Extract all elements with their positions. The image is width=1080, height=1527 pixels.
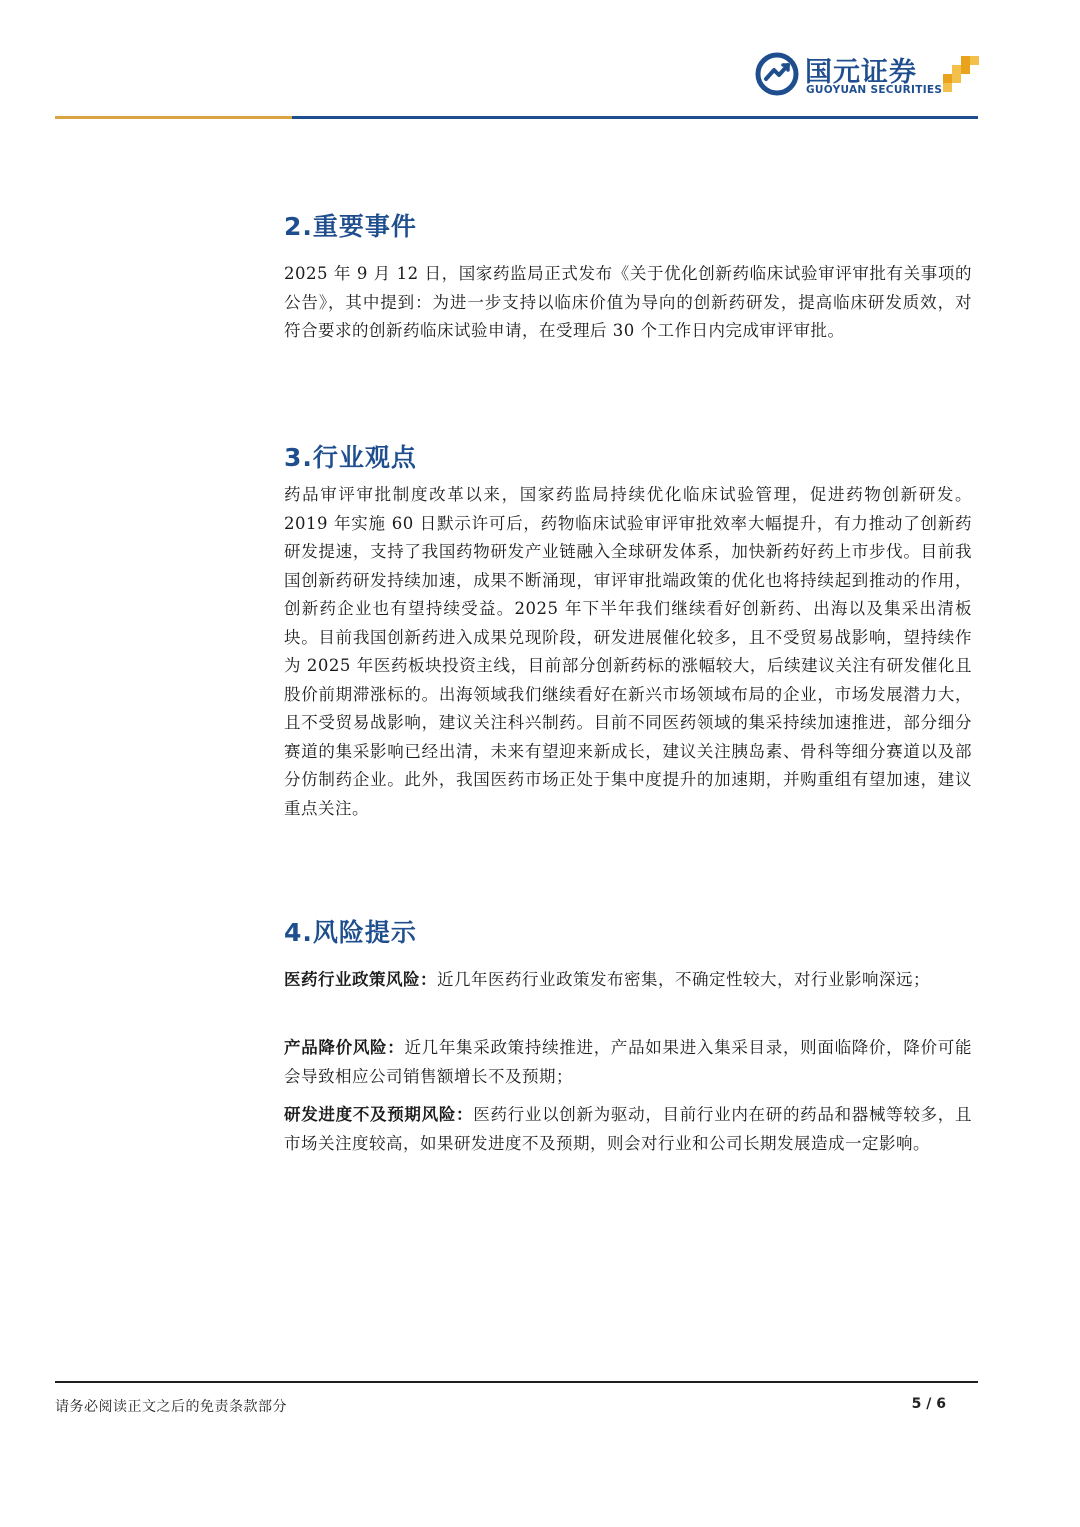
- footer-divider: [55, 1381, 978, 1383]
- page-number: 5 / 6: [911, 1396, 946, 1412]
- section-title-events: 2.重要事件: [284, 212, 417, 241]
- section-text-events: 2025 年 9 月 12 日，国家药监局正式发布《关于优化创新药临床试验审评审批有关事项的公告》，其中提到：为进一步支持以临床价值为导向的创新药研发，提高临床研发质效，对符合要求的创新药临床试验申请，在受理后 30 个工作日内完成审评审批。: [284, 264, 972, 340]
- section-title-views: 3.行业观点: [284, 443, 417, 472]
- footer-disclaimer: 请务必阅读正文之后的免责条款部分: [55, 1399, 287, 1415]
- company-logo: [755, 50, 985, 100]
- risk-label: 医药行业政策风险：: [284, 970, 437, 989]
- risk-text: 近几年医药行业政策发布密集，不确定性较大，对行业影响深远；: [437, 970, 930, 989]
- logo-chinese-name: 国元证券: [805, 57, 917, 88]
- risk-label: 研发进度不及预期风险：: [284, 1105, 474, 1124]
- risk-text: 近几年集采政策持续推进，产品如果进入集采目录，则面临降价，降价可能会导致相应公司销售额增长不及预期；: [284, 1038, 973, 1086]
- logo-english-name: GUOYUAN SECURITIES: [806, 84, 943, 96]
- section-title-risks: 4.风险提示: [284, 918, 417, 947]
- guoyuan-logo-icon: [755, 52, 799, 96]
- risk-item: [284, 966, 972, 995]
- risk-label: 产品降价风险：: [284, 1038, 405, 1057]
- risk-item: [284, 1034, 972, 1091]
- section-text-views: 药品审评审批制度改革以来，国家药监局持续优化临床试验管理，促进药物创新研发。2019 年实施 60 日默示许可后，药物临床试验审评审批效率大幅提升，有力推动了创新药研发提速，支持了我国药物研发产业链融入全球研发体系，加快新药好药上市步伐。目前我国创新药研发持续加速，成果不断涌现，审评审批端政策的优化也将持续起到推动的作用，创新药企业也有望持续受益。2025 年下半年我们继续看好创新药、出海以及集采出清板块。目前我国创新药进入成果兑现阶段，研发进展催化较多，且不受贸易战影响，望持续作为 2025 年医药板块投资主线，目前部分创新药标的涨幅较大，后续建议关注有研发催化且股价前期滞涨标的。出海领域我们继续看好在新兴市场领域布局的企业，市场发展潜力大，且不受贸易战影响，建议关注科兴制药。目前不同医药领域的集采持续加速推进，部分细分赛道的集采影响已经出清，未来有望迎来新成长，建议关注胰岛素、骨科等细分赛道以及部分仿制药企业。此外，我国医药市场正处于集中度提升的加速期，并购重组有望加速，建议重点关注。: [284, 485, 972, 818]
- header-divider-accent: [55, 116, 292, 119]
- risk-item: [284, 1101, 972, 1158]
- risk-text: 医药行业以创新为驱动，目前行业内在研的药品和器械等较多，且市场关注度较高，如果研发进度不及预期，则会对行业和公司长期发展造成一定影响。: [284, 1105, 973, 1153]
- gold-squares-icon: [943, 56, 979, 92]
